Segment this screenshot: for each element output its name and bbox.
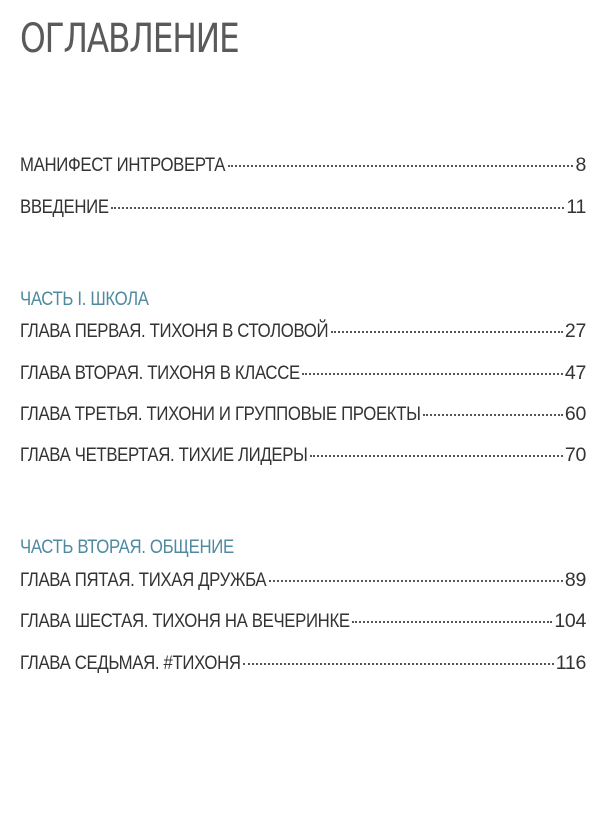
dot-leader: [111, 207, 564, 209]
toc-entry[interactable]: [20, 610, 586, 638]
toc-entry[interactable]: [20, 196, 586, 224]
toc-entry[interactable]: [20, 403, 586, 431]
toc-entry[interactable]: [20, 569, 586, 597]
dot-leader: [352, 621, 552, 623]
toc-entry-label: МАНИФЕСТ ИНТРОВЕРТА: [20, 154, 226, 176]
part-heading: ЧАСТЬ ВТОРАЯ. ОБЩЕНИЕ: [20, 536, 234, 558]
toc-entry[interactable]: [20, 362, 586, 390]
toc-page-number: 116: [555, 652, 586, 674]
page-title: ОГЛАВЛЕНИЕ: [20, 16, 239, 62]
toc-entry-label: ВВЕДЕНИЕ: [20, 196, 109, 218]
dot-leader: [423, 414, 563, 416]
toc-page-number: 11: [566, 196, 586, 218]
toc-entry-label: ГЛАВА ПЕРВАЯ. ТИХОНЯ В СТОЛОВОЙ: [20, 320, 329, 342]
toc-page-number: 27: [564, 320, 586, 342]
toc-entry[interactable]: [20, 320, 586, 348]
part-heading: ЧАСТЬ I. ШКОЛА: [20, 288, 149, 310]
toc-entry[interactable]: [20, 652, 586, 680]
dot-leader: [269, 580, 563, 582]
toc-entry-label: ГЛАВА ЧЕТВЕРТАЯ. ТИХИЕ ЛИДЕРЫ: [20, 444, 308, 466]
toc-entry-label: ГЛАВА ПЯТАЯ. ТИХАЯ ДРУЖБА: [20, 569, 267, 591]
toc-page-number: 104: [554, 610, 586, 632]
dot-leader: [302, 373, 563, 375]
toc-entry-label: ГЛАВА ВТОРАЯ. ТИХОНЯ В КЛАССЕ: [20, 362, 300, 384]
toc-page-number: 8: [575, 154, 586, 176]
dot-leader: [310, 455, 563, 457]
toc-entry[interactable]: [20, 444, 586, 472]
toc-page-number: 60: [564, 403, 586, 425]
toc-page-number: 70: [564, 444, 586, 466]
dot-leader: [243, 663, 554, 665]
toc-page-number: 47: [564, 362, 586, 384]
toc-entry[interactable]: [20, 154, 586, 182]
dot-leader: [228, 165, 573, 167]
toc-entry-label: ГЛАВА СЕДЬМАЯ. #ТИХОНЯ: [20, 652, 241, 674]
toc-entry-label: ГЛАВА ШЕСТАЯ. ТИХОНЯ НА ВЕЧЕРИНКЕ: [20, 610, 350, 632]
toc-entry-label: ГЛАВА ТРЕТЬЯ. ТИХОНИ И ГРУППОВЫЕ ПРОЕКТЫ: [20, 403, 421, 425]
toc-page-number: 89: [564, 569, 586, 591]
dot-leader: [331, 331, 563, 333]
